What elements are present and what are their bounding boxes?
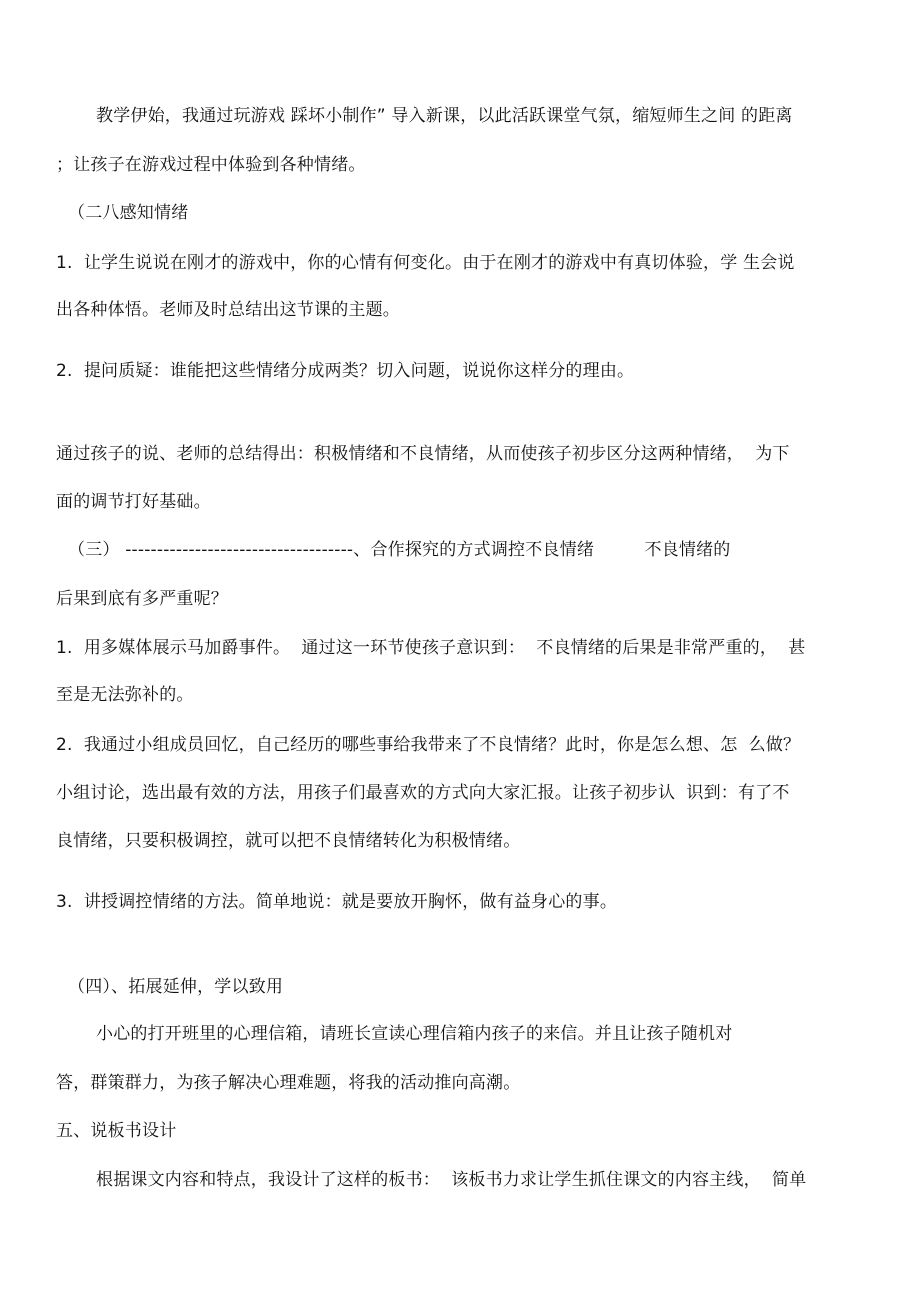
list-item: 1. 用多媒体展示马加爵事件。 通过这一环节使孩子意识到： 不良情绪的后果是非常严重的， 甚 bbox=[56, 638, 806, 658]
list-item: 1. 让学生说说在刚才的游戏中，你的心情有何变化。由于在刚才的游戏中有真切体验，学 生会说 bbox=[56, 253, 795, 273]
paragraph-line: 教学伊始，我通过玩游戏 踩坏小制作” 导入新课，以此活跃课堂气氛，缩短师生之间 的距离 bbox=[96, 106, 793, 126]
paragraph-line: 小组讨论，选出最有效的方法，用孩子们最喜欢的方式向大家汇报。让孩子初步认 识到：有了不 bbox=[56, 783, 790, 803]
paragraph-line: 出各种体悟。老师及时总结出这节课的主题。 bbox=[56, 300, 400, 320]
section-heading: （二八感知情绪 bbox=[68, 203, 189, 223]
paragraph-line: 通过孩子的说、老师的总结得出：积极情绪和不良情绪，从而使孩子初步区分这两种情绪， 为下 bbox=[56, 444, 790, 464]
paragraph-line: 良情绪，只要积极调控，就可以把不良情绪转化为积极情绪。 bbox=[56, 831, 521, 851]
list-item: 3. 讲授调控情绪的方法。简单地说：就是要放开胸怀，做有益身心的事。 bbox=[56, 892, 618, 912]
list-item: 2. 提问质疑：谁能把这些情绪分成两类？切入问题，说说你这样分的理由。 bbox=[56, 361, 635, 381]
list-item: 2. 我通过小组成员回忆，自己经历的哪些事给我带来了不良情绪？此时，你是怎么想、怎 么做？ bbox=[56, 735, 801, 755]
section-heading: 五、说板书设计 bbox=[56, 1121, 177, 1141]
section-heading: （四）、拓展延伸，学以致用 bbox=[68, 977, 284, 997]
section-heading: （三） ------------------------------------、合作探究的方式调控不良情绪 不良情绪的 bbox=[68, 540, 731, 560]
paragraph-line: ；让孩子在游戏过程中体验到各种情绪。 bbox=[56, 155, 366, 175]
paragraph-line: 面的调节打好基础。 bbox=[56, 492, 211, 512]
paragraph-line: 答，群策群力，为孩子解决心理难题，将我的活动推向高潮。 bbox=[56, 1073, 521, 1093]
paragraph-line: 后果到底有多严重呢？ bbox=[56, 589, 228, 609]
paragraph-line: 至是无法弥补的。 bbox=[56, 685, 194, 705]
paragraph-line: 小心的打开班里的心理信箱，请班长宣读心理信箱内孩子的来信。并且让孩子随机对 bbox=[96, 1024, 733, 1044]
paragraph-line: 根据课文内容和特点，我设计了这样的板书： 该板书力求让学生抓住课文的内容主线， 简单 bbox=[96, 1170, 807, 1190]
